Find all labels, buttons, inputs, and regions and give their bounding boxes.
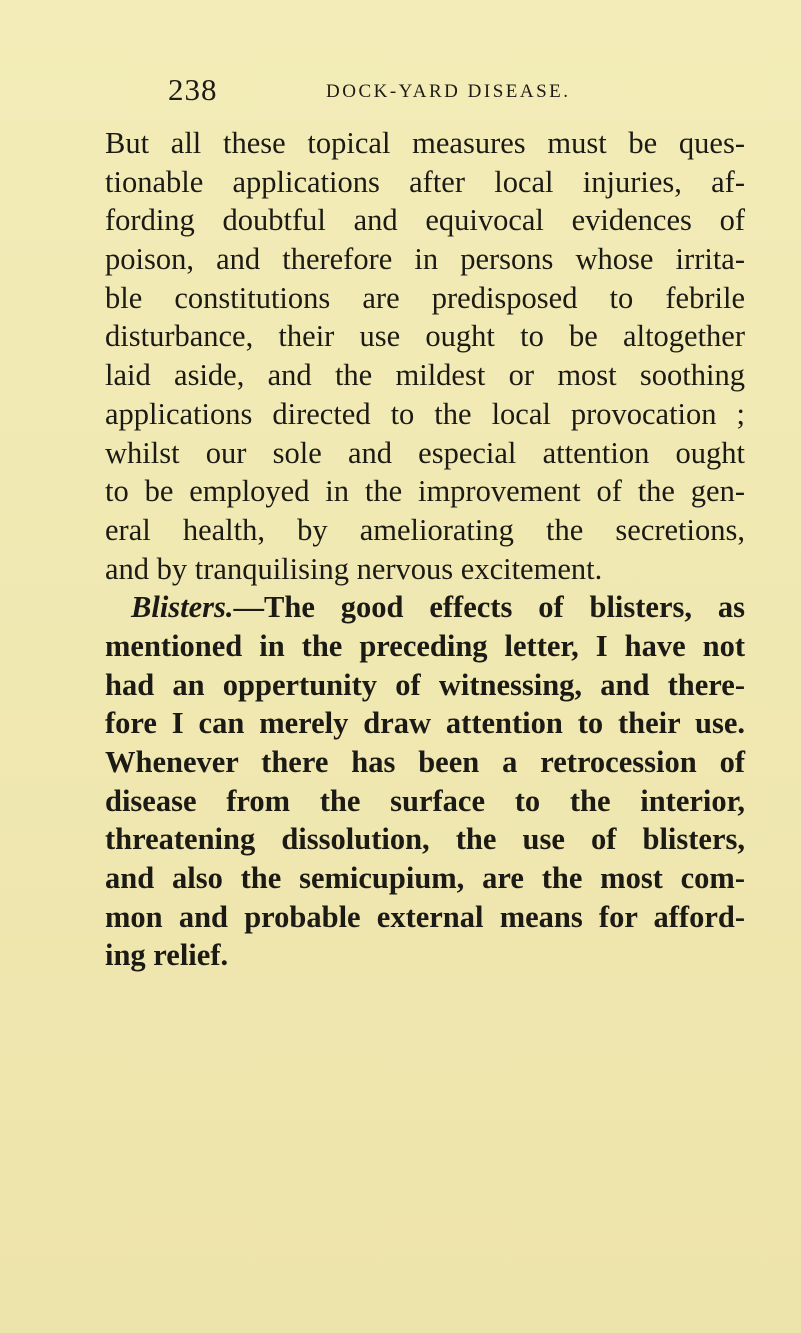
text-line: and also the semicupium, are the most com- <box>105 861 745 896</box>
text-line: disturbance, their use ought to be altogether <box>105 319 745 354</box>
text-line: mon and probable external means for afford- <box>105 899 745 934</box>
text-line: ble constitutions are predisposed to febrile <box>105 280 745 315</box>
text-line: whilst our sole and especial attention ought <box>105 435 745 470</box>
text-line <box>105 588 745 627</box>
body-text <box>105 124 745 975</box>
paragraph-2 <box>105 588 745 975</box>
text-line: But all these topical measures must be ques- <box>105 126 745 160</box>
text-line: Whenever there has been a retrocession of <box>105 745 745 779</box>
text-line: and by tranquilising nervous excitement. <box>105 551 603 586</box>
text-line: to be employed in the improvement of the gen- <box>105 474 745 509</box>
text-line: laid aside, and the mildest or most soothing <box>105 358 745 393</box>
text-line: tionable applications after local injuries, af- <box>105 164 745 199</box>
text-line: ing relief. <box>105 938 229 973</box>
text-line: fording doubtful and equivocal evidences of <box>105 203 745 238</box>
text-line: applications directed to the local provocation ; <box>105 396 745 431</box>
text-line: eral health, by ameliorating the secretions, <box>105 512 745 547</box>
page-header <box>168 70 728 110</box>
text-line: fore I can merely draw attention to their use. <box>105 706 745 741</box>
paragraph-1 <box>105 124 745 588</box>
section-heading: Blisters. <box>131 590 234 625</box>
text-line: threatening dissolution, the use of blisters, <box>105 822 745 857</box>
text-line: disease from the surface to the interior, <box>105 783 745 818</box>
text-line: mentioned in the preceding letter, I have not <box>105 628 745 663</box>
page-number: 238 <box>168 72 218 107</box>
running-head: DOCK-YARD DISEASE. <box>326 81 571 102</box>
text-line: had an oppertunity of witnessing, and there- <box>105 667 745 702</box>
text-line: poison, and therefore in persons whose irrita- <box>105 242 745 277</box>
heading-line-rest: —The good effects of blisters, as <box>233 590 745 625</box>
